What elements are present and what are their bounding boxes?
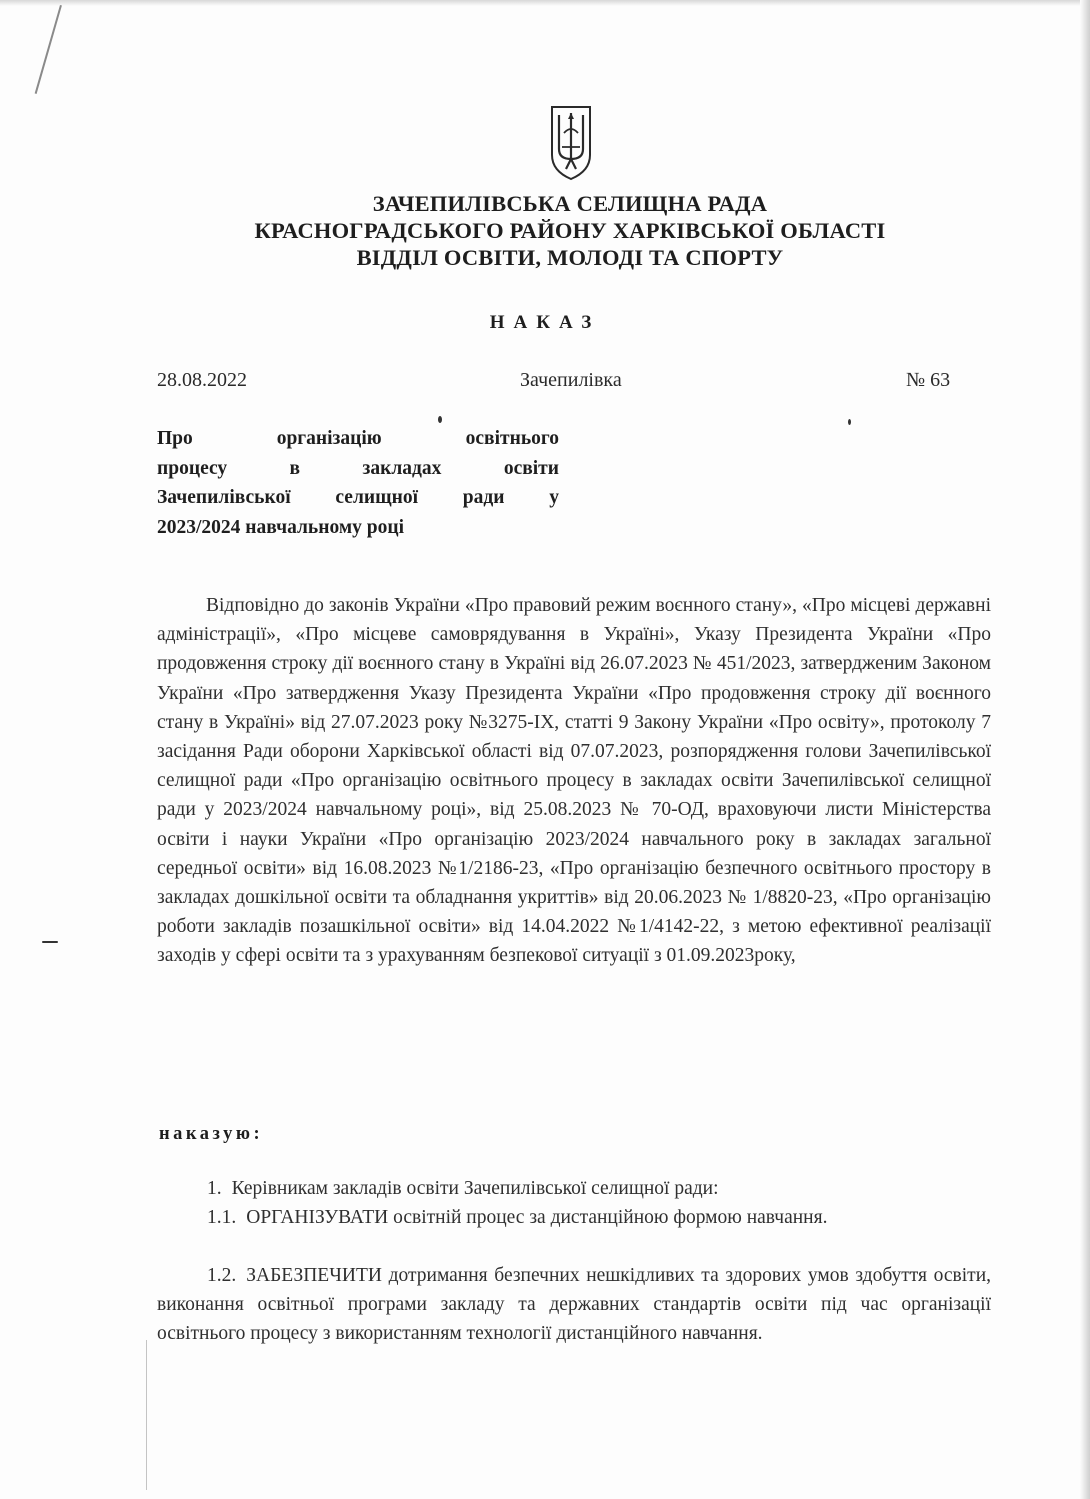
order-item-number: 1. <box>207 1178 222 1199</box>
order-item-number: 1.1. <box>207 1207 237 1228</box>
header-line-council: ЗАЧЕПИЛІВСЬКА СЕЛИЩНА РАДА <box>372 191 768 216</box>
header-line-department: ВІДДІЛ ОСВІТИ, МОЛОДІ ТА СПОРТУ <box>356 245 784 270</box>
order-item-number: 1.2. <box>207 1265 237 1286</box>
subject-line: 2023/2024 навчальному році <box>157 516 405 538</box>
document-place: Зачепилівка <box>520 369 622 391</box>
document-date: 28.08.2022 <box>157 369 247 391</box>
subject-line: процесу в закладах освіти <box>157 457 559 479</box>
order-item <box>157 1261 991 1348</box>
scan-edge-top <box>0 0 1090 6</box>
order-item <box>157 1203 991 1232</box>
document-number: № 63 <box>906 369 951 391</box>
trident-emblem-icon <box>548 103 594 181</box>
institution-header <box>150 190 990 271</box>
scan-speck <box>42 941 58 943</box>
subject-line: Про організацію освітнього <box>157 428 559 449</box>
order-item-text: ОРГАНІЗУВАТИ освітній процес за дистанційною формою навчання. <box>246 1207 828 1228</box>
scan-edge-right <box>1080 0 1090 1499</box>
order-word: наказую: <box>159 1124 264 1144</box>
scan-margin-line <box>146 1340 147 1490</box>
preamble-paragraph: Відповідно до законів України «Про правовий режим воєнного стану», «Про місцеві державні адміністрації», «Про місцеве самоврядування в Україні», Указу Президента України «Про продовження строку дії воєнного стану в Україні від 26.07.2023 № 451/2023, затвердженим Законом України «Про затвердження Указу Президента України «Про продовження строку дії воєнного стану в Україні» від 27.07.2023 року №3275-IX, статті 9 Закону України «Про освіту», протоколу 7 засідання Ради оборони Харківської області від 07.07.2023, розпорядження голови Зачепилівської селищної ради «Про організацію освітнього процесу в закладах освіти Зачепилівської селищної ради у 2023/2024 навчальному році», від 25.08.2023 № 70-ОД, враховуючи листи Міністерства освіти і науки України «Про організацію 2023/2024 навчального року в закладах загальної середньої освіти» від 16.08.2023 №1/2186-23, «Про організацію безпечного освітнього простору в закладах дошкільної освіти та обладнання укриттів» від 20.06.2023 № 1/8820-23, «Про організацію роботи закладів позашкільної освіти» від 14.04.2022 №1/4142-22, з метою ефективної реалізації заходів у сфері освіти та з урахуванням безпекової ситуації з 01.09.2023року, <box>157 595 991 967</box>
order-subject <box>157 424 559 542</box>
order-item-text: ЗАБЕЗПЕЧИТИ дотримання безпечних нешкідливих та здорових умов здобуття освіти, виконання освітньої програми закладу та державних стандартів освіти під час організації освітнього процесу з використанням технології дистанційного навчання. <box>157 1265 991 1344</box>
scan-speck <box>438 416 442 423</box>
order-item <box>157 1174 991 1203</box>
subject-line: Зачепилівської селищної ради у <box>157 487 559 508</box>
header-line-district: КРАСНОГРАДСЬКОГО РАЙОНУ ХАРКІВСЬКОЇ ОБЛАСТІ <box>254 218 886 243</box>
order-item-text: Керівникам закладів освіти Зачепилівської селищної ради: <box>231 1178 719 1199</box>
scan-speck <box>848 419 851 425</box>
scan-artifact-line <box>35 5 62 94</box>
document-type-title: НАКАЗ <box>489 312 601 333</box>
